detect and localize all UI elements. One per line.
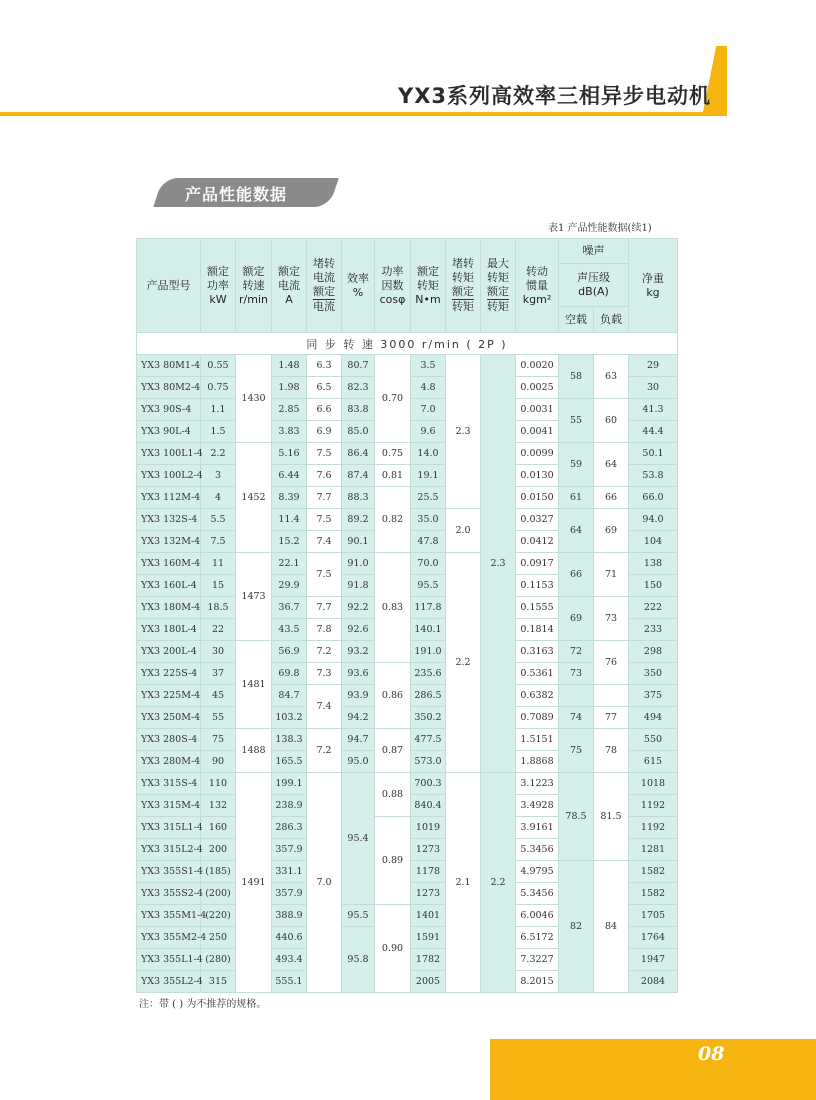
cell-model: YX3 315S-4 <box>137 773 201 795</box>
cell-eff: 95.5 <box>342 905 375 927</box>
cell-kw: 7.5 <box>201 531 236 553</box>
cell-noise-load: 73 <box>594 597 629 641</box>
cell-noise-load: 76 <box>594 641 629 685</box>
cell-locked-torque: 2.0 <box>446 509 481 553</box>
cell-noise-empty: 74 <box>559 707 594 729</box>
cell-weight: 44.4 <box>629 421 678 443</box>
cell-model: YX3 250M-4 <box>137 707 201 729</box>
cell-weight: 30 <box>629 377 678 399</box>
cell-weight: 550 <box>629 729 678 751</box>
cell-noise-empty: 73 <box>559 663 594 685</box>
cell-model: YX3 90L-4 <box>137 421 201 443</box>
cell-inertia: 0.5361 <box>516 663 559 685</box>
cell-locked-current: 7.4 <box>307 685 342 729</box>
cell-max-torque: 2.3 <box>481 355 516 773</box>
cell-model: YX3 355S2-4 <box>137 883 201 905</box>
cell-torque: 117.8 <box>411 597 446 619</box>
performance-table <box>136 238 678 993</box>
cell-noise-load: 77 <box>594 707 629 729</box>
cell-noise-empty: 82 <box>559 861 594 993</box>
cell-eff: 94.2 <box>342 707 375 729</box>
cell-locked-current: 7.8 <box>307 619 342 641</box>
cell-kw: 200 <box>201 839 236 861</box>
table-caption: 表1 产品性能数据(续1) <box>548 223 652 234</box>
cell-speed: 1473 <box>236 553 272 641</box>
cell-inertia: 1.8868 <box>516 751 559 773</box>
cell-kw: 30 <box>201 641 236 663</box>
cell-kw: 0.55 <box>201 355 236 377</box>
cell-kw: 55 <box>201 707 236 729</box>
cell-model: YX3 160L-4 <box>137 575 201 597</box>
cell-kw: 75 <box>201 729 236 751</box>
cell-weight: 41.3 <box>629 399 678 421</box>
cell-eff: 93.2 <box>342 641 375 663</box>
cell-kw: 37 <box>201 663 236 685</box>
cell-pf: 0.81 <box>375 465 411 487</box>
col-noise-load: 负载 <box>594 307 629 333</box>
cell-model: YX3 315L2-4 <box>137 839 201 861</box>
cell-pf: 0.88 <box>375 773 411 817</box>
cell-locked-current: 7.4 <box>307 531 342 553</box>
cell-model: YX3 280M-4 <box>137 751 201 773</box>
cell-inertia: 0.1153 <box>516 575 559 597</box>
cell-model: YX3 160M-4 <box>137 553 201 575</box>
cell-model: YX3 355M1-4 <box>137 905 201 927</box>
cell-kw: (280) <box>201 949 236 971</box>
cell-torque: 840.4 <box>411 795 446 817</box>
cell-noise-empty: 64 <box>559 509 594 553</box>
cell-kw: 18.5 <box>201 597 236 619</box>
cell-weight: 375 <box>629 685 678 707</box>
performance-table-wrap <box>136 238 677 993</box>
cell-kw: 315 <box>201 971 236 993</box>
cell-eff: 95.0 <box>342 751 375 773</box>
cell-inertia: 4.9795 <box>516 861 559 883</box>
cell-speed: 1488 <box>236 729 272 773</box>
cell-pf: 0.75 <box>375 443 411 465</box>
cell-eff: 88.3 <box>342 487 375 509</box>
cell-model: YX3 132M-4 <box>137 531 201 553</box>
cell-model: YX3 355L2-4 <box>137 971 201 993</box>
cell-eff: 93.9 <box>342 685 375 707</box>
cell-torque: 235.6 <box>411 663 446 685</box>
cell-eff: 86.4 <box>342 443 375 465</box>
cell-kw: 4 <box>201 487 236 509</box>
cell-kw: 110 <box>201 773 236 795</box>
cell-eff: 82.3 <box>342 377 375 399</box>
cell-eff: 83.8 <box>342 399 375 421</box>
cell-inertia: 5.3456 <box>516 883 559 905</box>
cell-torque: 1401 <box>411 905 446 927</box>
cell-current: 555.1 <box>272 971 307 993</box>
cell-model: YX3 315M-4 <box>137 795 201 817</box>
header-rule <box>0 112 727 116</box>
cell-current: 165.5 <box>272 751 307 773</box>
cell-weight: 1192 <box>629 795 678 817</box>
cell-locked-torque: 2.2 <box>446 553 481 773</box>
cell-noise-empty <box>559 685 594 707</box>
cell-weight: 1705 <box>629 905 678 927</box>
cell-current: 5.16 <box>272 443 307 465</box>
cell-model: YX3 90S-4 <box>137 399 201 421</box>
footer-bar <box>490 1039 816 1100</box>
cell-eff: 80.7 <box>342 355 375 377</box>
cell-torque: 477.5 <box>411 729 446 751</box>
cell-pf: 0.87 <box>375 729 411 773</box>
cell-inertia: 0.0917 <box>516 553 559 575</box>
cell-weight: 222 <box>629 597 678 619</box>
table-row <box>137 773 678 795</box>
cell-inertia: 7.3227 <box>516 949 559 971</box>
cell-torque: 1273 <box>411 839 446 861</box>
cell-torque: 191.0 <box>411 641 446 663</box>
col-noise-empty: 空载 <box>559 307 594 333</box>
table-row <box>137 355 678 377</box>
cell-noise-empty: 66 <box>559 553 594 597</box>
cell-weight: 494 <box>629 707 678 729</box>
cell-model: YX3 100L2-4 <box>137 465 201 487</box>
cell-current: 22.1 <box>272 553 307 575</box>
cell-noise-load: 71 <box>594 553 629 597</box>
cell-kw: 15 <box>201 575 236 597</box>
cell-current: 84.7 <box>272 685 307 707</box>
col-locked-current: 堵转 电流 额定 电流 <box>307 239 342 333</box>
table-note: 注：带 ( ) 为不推荐的规格。 <box>139 999 267 1010</box>
cell-inertia: 0.0327 <box>516 509 559 531</box>
cell-model: YX3 315L1-4 <box>137 817 201 839</box>
cell-noise-empty: 55 <box>559 399 594 443</box>
cell-eff: 91.0 <box>342 553 375 575</box>
section-title: 产品性能数据 <box>185 185 288 204</box>
cell-pf: 0.86 <box>375 663 411 729</box>
cell-inertia: 3.4928 <box>516 795 559 817</box>
cell-eff: 89.2 <box>342 509 375 531</box>
cell-torque: 35.0 <box>411 509 446 531</box>
cell-current: 357.9 <box>272 883 307 905</box>
cell-torque: 9.6 <box>411 421 446 443</box>
cell-current: 29.9 <box>272 575 307 597</box>
cell-kw: 45 <box>201 685 236 707</box>
cell-weight: 1192 <box>629 817 678 839</box>
cell-locked-current: 7.5 <box>307 443 342 465</box>
cell-torque: 70.0 <box>411 553 446 575</box>
cell-current: 11.4 <box>272 509 307 531</box>
cell-noise-load: 69 <box>594 509 629 553</box>
cell-model: YX3 112M-4 <box>137 487 201 509</box>
cell-torque: 350.2 <box>411 707 446 729</box>
cell-model: YX3 355L1-4 <box>137 949 201 971</box>
cell-torque: 4.8 <box>411 377 446 399</box>
cell-speed: 1452 <box>236 443 272 553</box>
cell-eff: 87.4 <box>342 465 375 487</box>
cell-weight: 138 <box>629 553 678 575</box>
cell-eff: 85.0 <box>342 421 375 443</box>
cell-weight: 1582 <box>629 883 678 905</box>
cell-model: YX3 225S-4 <box>137 663 201 685</box>
cell-torque: 2005 <box>411 971 446 993</box>
cell-weight: 2084 <box>629 971 678 993</box>
cell-noise-load: 78 <box>594 729 629 773</box>
cell-noise-load <box>594 685 629 707</box>
cell-current: 493.4 <box>272 949 307 971</box>
cell-torque: 1782 <box>411 949 446 971</box>
cell-noise-load: 81.5 <box>594 773 629 861</box>
cell-torque: 95.5 <box>411 575 446 597</box>
cell-kw: (185) <box>201 861 236 883</box>
cell-model: YX3 180L-4 <box>137 619 201 641</box>
col-locked-torque: 堵转 转矩 额定 转矩 <box>446 239 481 333</box>
cell-inertia: 8.2015 <box>516 971 559 993</box>
cell-weight: 150 <box>629 575 678 597</box>
cell-noise-load: 66 <box>594 487 629 509</box>
cell-kw: 90 <box>201 751 236 773</box>
cell-inertia: 0.0150 <box>516 487 559 509</box>
col-torque: 额定 转矩 N•m <box>411 239 446 333</box>
cell-pf: 0.70 <box>375 355 411 443</box>
cell-kw: 5.5 <box>201 509 236 531</box>
cell-current: 199.1 <box>272 773 307 795</box>
table-row <box>137 443 678 465</box>
cell-torque: 1591 <box>411 927 446 949</box>
cell-model: YX3 132S-4 <box>137 509 201 531</box>
cell-model: YX3 80M1-4 <box>137 355 201 377</box>
cell-locked-current: 6.5 <box>307 377 342 399</box>
cell-current: 103.2 <box>272 707 307 729</box>
cell-inertia: 0.1555 <box>516 597 559 619</box>
cell-weight: 298 <box>629 641 678 663</box>
cell-kw: 0.75 <box>201 377 236 399</box>
col-inertia: 转动 惯量 kgm² <box>516 239 559 333</box>
cell-weight: 94.0 <box>629 509 678 531</box>
cell-inertia: 0.0130 <box>516 465 559 487</box>
cell-noise-load: 60 <box>594 399 629 443</box>
cell-locked-current: 7.7 <box>307 597 342 619</box>
cell-locked-current: 7.5 <box>307 509 342 531</box>
col-power: 额定 功率 kW <box>201 239 236 333</box>
cell-pf: 0.90 <box>375 905 411 993</box>
cell-noise-empty: 59 <box>559 443 594 487</box>
cell-noise-empty: 78.5 <box>559 773 594 861</box>
cell-eff: 91.8 <box>342 575 375 597</box>
cell-eff: 95.4 <box>342 773 375 905</box>
cell-eff: 95.8 <box>342 927 375 993</box>
cell-max-torque: 2.2 <box>481 773 516 993</box>
cell-eff: 90.1 <box>342 531 375 553</box>
cell-inertia: 0.0025 <box>516 377 559 399</box>
cell-kw: (200) <box>201 883 236 905</box>
cell-model: YX3 200L-4 <box>137 641 201 663</box>
cell-torque: 573.0 <box>411 751 446 773</box>
cell-inertia: 0.1814 <box>516 619 559 641</box>
cell-model: YX3 100L1-4 <box>137 443 201 465</box>
cell-weight: 350 <box>629 663 678 685</box>
cell-weight: 1281 <box>629 839 678 861</box>
cell-noise-empty: 58 <box>559 355 594 399</box>
cell-weight: 1764 <box>629 927 678 949</box>
cell-inertia: 0.0031 <box>516 399 559 421</box>
cell-weight: 1947 <box>629 949 678 971</box>
cell-current: 56.9 <box>272 641 307 663</box>
cell-eff: 92.6 <box>342 619 375 641</box>
cell-inertia: 0.0099 <box>516 443 559 465</box>
cell-inertia: 3.1223 <box>516 773 559 795</box>
col-weight: 净重 kg <box>629 239 678 333</box>
cell-current: 15.2 <box>272 531 307 553</box>
cell-torque: 1019 <box>411 817 446 839</box>
cell-model: YX3 280S-4 <box>137 729 201 751</box>
cell-weight: 104 <box>629 531 678 553</box>
cell-current: 3.83 <box>272 421 307 443</box>
cell-weight: 50.1 <box>629 443 678 465</box>
table-row <box>137 553 678 575</box>
table-row <box>137 487 678 509</box>
cell-locked-current: 6.6 <box>307 399 342 421</box>
cell-torque: 3.5 <box>411 355 446 377</box>
page-title: YX3系列高效率三相异步电动机 <box>398 84 712 108</box>
col-efficiency: 效率 % <box>342 239 375 333</box>
speed-band: 同 步 转 速 3000 r/min ( 2P ) <box>137 333 678 355</box>
cell-inertia: 5.3456 <box>516 839 559 861</box>
cell-weight: 1582 <box>629 861 678 883</box>
cell-weight: 615 <box>629 751 678 773</box>
cell-torque: 1273 <box>411 883 446 905</box>
cell-weight: 233 <box>629 619 678 641</box>
col-max-torque: 最大 转矩 额定 转矩 <box>481 239 516 333</box>
cell-eff: 92.2 <box>342 597 375 619</box>
cell-pf: 0.82 <box>375 487 411 553</box>
cell-torque: 14.0 <box>411 443 446 465</box>
cell-torque: 7.0 <box>411 399 446 421</box>
cell-locked-current: 7.5 <box>307 553 342 597</box>
cell-pf: 0.83 <box>375 553 411 663</box>
col-noise-level: 声压级 dB(A) <box>559 264 629 307</box>
cell-kw: (220) <box>201 905 236 927</box>
cell-torque: 25.5 <box>411 487 446 509</box>
cell-current: 2.85 <box>272 399 307 421</box>
cell-noise-empty: 61 <box>559 487 594 509</box>
cell-eff: 94.7 <box>342 729 375 751</box>
col-noise: 噪声 <box>559 239 629 264</box>
cell-speed: 1481 <box>236 641 272 729</box>
cell-inertia: 0.6382 <box>516 685 559 707</box>
cell-model: YX3 180M-4 <box>137 597 201 619</box>
table-row <box>137 729 678 751</box>
cell-inertia: 0.0041 <box>516 421 559 443</box>
cell-current: 1.98 <box>272 377 307 399</box>
cell-inertia: 0.3163 <box>516 641 559 663</box>
cell-locked-current: 6.3 <box>307 355 342 377</box>
col-model: 产品型号 <box>137 239 201 333</box>
cell-model: YX3 355M2-4 <box>137 927 201 949</box>
cell-noise-load: 63 <box>594 355 629 399</box>
cell-model: YX3 355S1-4 <box>137 861 201 883</box>
cell-current: 286.3 <box>272 817 307 839</box>
col-power-factor: 功率 因数 cosφ <box>375 239 411 333</box>
cell-inertia: 0.0020 <box>516 355 559 377</box>
cell-torque: 19.1 <box>411 465 446 487</box>
cell-inertia: 6.5172 <box>516 927 559 949</box>
cell-noise-empty: 72 <box>559 641 594 663</box>
cell-kw: 2.2 <box>201 443 236 465</box>
cell-inertia: 0.0412 <box>516 531 559 553</box>
cell-torque: 700.3 <box>411 773 446 795</box>
cell-locked-current: 7.6 <box>307 465 342 487</box>
cell-kw: 250 <box>201 927 236 949</box>
cell-current: 36.7 <box>272 597 307 619</box>
cell-noise-load: 84 <box>594 861 629 993</box>
cell-kw: 22 <box>201 619 236 641</box>
cell-current: 357.9 <box>272 839 307 861</box>
cell-noise-load: 64 <box>594 443 629 487</box>
cell-locked-current: 7.7 <box>307 487 342 509</box>
cell-locked-current: 7.2 <box>307 641 342 663</box>
cell-current: 6.44 <box>272 465 307 487</box>
cell-current: 440.6 <box>272 927 307 949</box>
cell-torque: 47.8 <box>411 531 446 553</box>
cell-model: YX3 225M-4 <box>137 685 201 707</box>
cell-noise-empty: 75 <box>559 729 594 773</box>
cell-current: 331.1 <box>272 861 307 883</box>
cell-kw: 132 <box>201 795 236 817</box>
cell-current: 69.8 <box>272 663 307 685</box>
cell-current: 43.5 <box>272 619 307 641</box>
cell-torque: 1178 <box>411 861 446 883</box>
cell-noise-empty: 69 <box>559 597 594 641</box>
cell-current: 138.3 <box>272 729 307 751</box>
cell-inertia: 1.5151 <box>516 729 559 751</box>
cell-model: YX3 80M2-4 <box>137 377 201 399</box>
cell-locked-current: 7.2 <box>307 729 342 773</box>
cell-inertia: 6.0046 <box>516 905 559 927</box>
cell-weight: 1018 <box>629 773 678 795</box>
cell-inertia: 0.7089 <box>516 707 559 729</box>
cell-weight: 53.8 <box>629 465 678 487</box>
col-speed: 额定 转速 r/min <box>236 239 272 333</box>
col-current: 额定 电流 A <box>272 239 307 333</box>
cell-kw: 160 <box>201 817 236 839</box>
cell-eff: 93.6 <box>342 663 375 685</box>
cell-inertia: 3.9161 <box>516 817 559 839</box>
cell-kw: 3 <box>201 465 236 487</box>
cell-kw: 11 <box>201 553 236 575</box>
cell-weight: 29 <box>629 355 678 377</box>
cell-pf: 0.89 <box>375 817 411 905</box>
cell-locked-torque: 2.3 <box>446 355 481 509</box>
cell-weight: 66.0 <box>629 487 678 509</box>
cell-speed: 1430 <box>236 355 272 443</box>
cell-kw: 1.5 <box>201 421 236 443</box>
cell-locked-current: 6.9 <box>307 421 342 443</box>
cell-locked-torque: 2.1 <box>446 773 481 993</box>
page-number: 08 <box>698 1043 725 1065</box>
cell-locked-current: 7.3 <box>307 663 342 685</box>
cell-current: 8.39 <box>272 487 307 509</box>
cell-torque: 286.5 <box>411 685 446 707</box>
cell-speed: 1491 <box>236 773 272 993</box>
cell-locked-current: 7.0 <box>307 773 342 993</box>
cell-current: 238.9 <box>272 795 307 817</box>
cell-kw: 1.1 <box>201 399 236 421</box>
cell-current: 1.48 <box>272 355 307 377</box>
cell-torque: 140.1 <box>411 619 446 641</box>
cell-current: 388.9 <box>272 905 307 927</box>
